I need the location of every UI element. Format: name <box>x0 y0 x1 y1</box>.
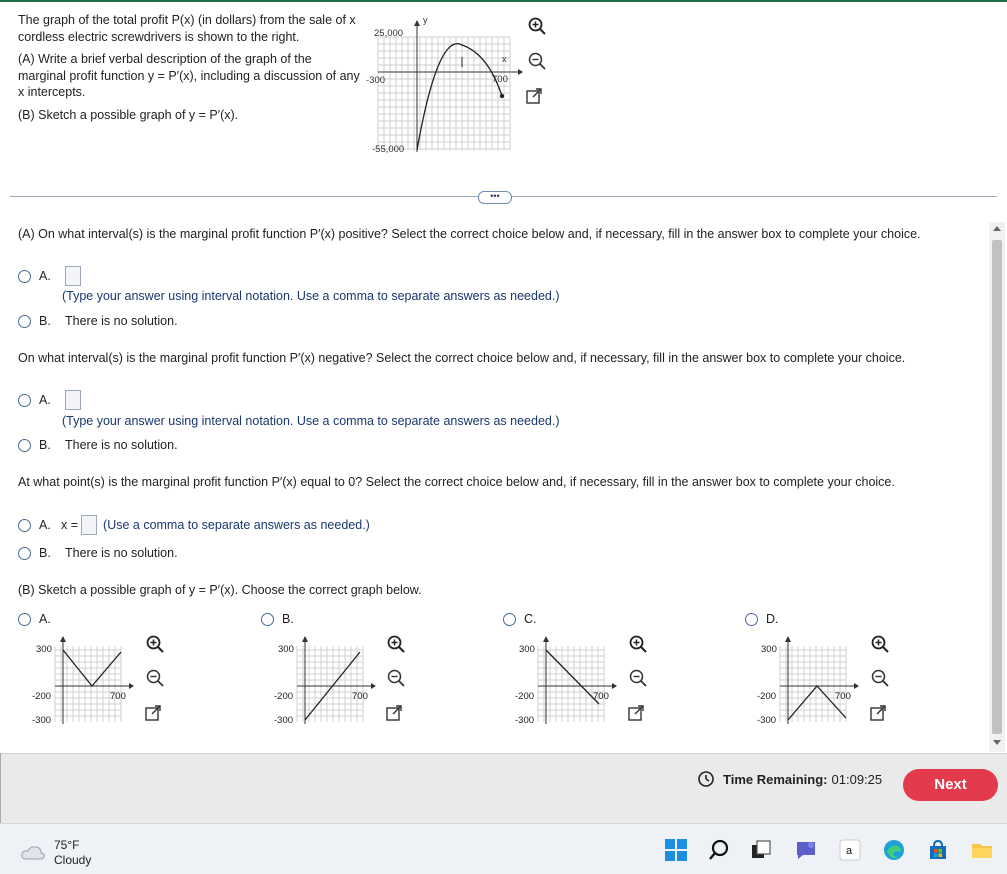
scroll-up-icon[interactable] <box>993 226 1001 231</box>
choice-b-y-top: 300 <box>278 644 294 655</box>
choice-c-graph <box>513 634 618 732</box>
zoom-in-icon[interactable] <box>870 634 890 654</box>
choice-b[interactable] <box>261 612 294 626</box>
choice-c-x-right: 700 <box>593 691 609 702</box>
q2-option-a[interactable] <box>18 390 81 410</box>
choice-c-label: C. <box>524 612 537 626</box>
scrollbar-thumb[interactable] <box>992 240 1002 734</box>
q3-radio-a[interactable] <box>18 519 31 532</box>
q3-option-a[interactable] <box>18 515 370 535</box>
zoom-in-icon[interactable] <box>527 16 547 36</box>
edge-browser-icon[interactable] <box>882 838 906 862</box>
scroll-down-icon[interactable] <box>993 740 1001 745</box>
weather-temperature: 75°F <box>54 838 80 852</box>
choice-a-y-bottom: -300 <box>32 715 52 726</box>
popout-icon[interactable] <box>384 703 404 723</box>
choice-d-x-right: 700 <box>835 691 851 702</box>
problem-part-b: (B) Sketch a possible graph of y = P′(x). <box>18 107 239 122</box>
zoom-in-icon[interactable] <box>386 634 406 654</box>
file-explorer-icon[interactable] <box>970 838 994 862</box>
q1-option-a[interactable] <box>18 266 81 286</box>
q3-option-a-label: A. <box>39 518 51 532</box>
problem-intro: The graph of the total profit P(x) (in dollars) from the sale of x cordless electric screwdrivers is shown to the right. <box>18 13 356 44</box>
choice-b-label: B. <box>282 612 294 626</box>
clock-icon <box>697 770 715 788</box>
y-bottom-label: -55,000 <box>372 144 405 155</box>
choice-a-y-top: 300 <box>36 644 52 655</box>
time-value: 01:09:25 <box>831 771 883 787</box>
q2-radio-b[interactable] <box>18 439 31 452</box>
q1-option-b-text: There is no solution. <box>65 314 178 328</box>
zoom-out-icon[interactable] <box>145 668 165 688</box>
choice-c[interactable] <box>503 612 537 626</box>
choice-a-label: A. <box>39 612 51 626</box>
choice-d[interactable] <box>745 612 779 626</box>
choice-d-y-mid: -200 <box>757 691 777 702</box>
choice-b-x-right: 700 <box>352 691 368 702</box>
problem-statement <box>18 12 363 129</box>
q2-answer-box[interactable] <box>65 390 81 410</box>
zoom-in-icon[interactable] <box>145 634 165 654</box>
question-positive: (A) On what interval(s) is the marginal profit function P′(x) positive? Select the correct choice below and, if necessary, fill in the answer box to complete your choice. <box>18 227 921 241</box>
choice-a[interactable] <box>18 612 51 626</box>
top-accent-line <box>0 0 1007 2</box>
x-left-label: -300 <box>366 75 386 86</box>
task-view-icon[interactable] <box>749 838 773 862</box>
q3-option-b-label: B. <box>39 546 51 560</box>
next-button[interactable]: Next <box>903 769 998 801</box>
q1-radio-a[interactable] <box>18 270 31 283</box>
q1-answer-box[interactable] <box>65 266 81 286</box>
q1-option-a-label: A. <box>39 269 51 283</box>
svg-text:a: a <box>846 845 853 857</box>
zoom-out-icon[interactable] <box>628 668 648 688</box>
q2-option-b-label: B. <box>39 438 51 452</box>
weather-condition: Cloudy <box>54 853 92 867</box>
choice-a-radio[interactable] <box>18 613 31 626</box>
more-button[interactable]: ••• <box>478 191 512 204</box>
cloud-icon <box>20 844 46 862</box>
search-icon[interactable] <box>707 838 731 862</box>
x-right-label: 700 <box>492 74 508 85</box>
choice-b-y-mid: -200 <box>274 691 294 702</box>
question-negative: On what interval(s) is the marginal profit function P′(x) negative? Select the correct choice below and, if necessary, fill in the answer box to complete your choice. <box>18 351 906 365</box>
choice-d-label: D. <box>766 612 779 626</box>
choice-a-x-right: 700 <box>110 691 126 702</box>
q2-option-b[interactable] <box>18 438 178 452</box>
popout-icon[interactable] <box>524 86 544 106</box>
q3-answer-box[interactable] <box>81 515 97 535</box>
choice-c-y-mid: -200 <box>515 691 535 702</box>
choice-c-radio[interactable] <box>503 613 516 626</box>
question-zero: At what point(s) is the marginal profit function P′(x) equal to 0? Select the correct choice below and, if necessary, fill in the answer box to complete your choice. <box>18 475 895 489</box>
y-top-label: 25,000 <box>374 28 404 39</box>
choice-c-y-top: 300 <box>519 644 535 655</box>
footer-bar <box>0 753 1007 824</box>
choice-c-y-bottom: -300 <box>515 715 535 726</box>
x-axis-label: x <box>502 54 507 64</box>
q1-hint: (Type your answer using interval notation. Use a comma to separate answers as needed.) <box>62 289 560 303</box>
q2-option-b-text: There is no solution. <box>65 438 178 452</box>
popout-icon[interactable] <box>868 703 888 723</box>
q2-radio-a[interactable] <box>18 394 31 407</box>
choice-d-graph <box>755 634 860 732</box>
zoom-out-icon[interactable] <box>386 668 406 688</box>
q2-hint: (Type your answer using interval notation. Use a comma to separate answers as needed.) <box>62 414 560 428</box>
zoom-out-icon[interactable] <box>870 668 890 688</box>
windows-start-icon[interactable] <box>664 838 688 862</box>
problem-part-a: (A) Write a brief verbal description of the graph of the marginal profit function y = P′(x), including a discussion of any x intercepts. <box>18 52 360 99</box>
popout-icon[interactable] <box>143 703 163 723</box>
choice-b-radio[interactable] <box>261 613 274 626</box>
q2-option-a-label: A. <box>39 393 51 407</box>
frame-border <box>0 753 1 823</box>
choice-b-graph <box>272 634 377 732</box>
q3-option-b[interactable] <box>18 546 178 560</box>
zoom-in-icon[interactable] <box>628 634 648 654</box>
weather-widget[interactable] <box>20 838 91 868</box>
choice-d-radio[interactable] <box>745 613 758 626</box>
zoom-out-icon[interactable] <box>527 51 547 71</box>
choice-a-graph <box>30 634 135 732</box>
microsoft-store-icon[interactable] <box>926 838 950 862</box>
q1-option-b[interactable] <box>18 314 178 328</box>
amazon-app-icon[interactable] <box>838 838 862 862</box>
choice-a-y-mid: -200 <box>32 691 52 702</box>
choice-d-y-bottom: -300 <box>757 715 777 726</box>
y-axis-label: y <box>423 15 428 25</box>
q3-x-equals: x = <box>61 518 79 532</box>
q3-option-b-text: There is no solution. <box>65 546 178 560</box>
q1-option-b-label: B. <box>39 314 51 328</box>
choice-d-y-top: 300 <box>761 644 777 655</box>
q3-radio-b[interactable] <box>18 547 31 560</box>
choice-b-y-bottom: -300 <box>274 715 294 726</box>
popout-icon[interactable] <box>626 703 646 723</box>
time-label: Time Remaining: <box>723 771 828 787</box>
time-remaining <box>697 770 882 788</box>
q3-hint: (Use a comma to separate answers as needed.) <box>103 518 370 532</box>
teams-chat-icon[interactable] <box>794 838 818 862</box>
q1-radio-b[interactable] <box>18 315 31 328</box>
question-sketch: (B) Sketch a possible graph of y = P′(x). Choose the correct graph below. <box>18 583 422 597</box>
